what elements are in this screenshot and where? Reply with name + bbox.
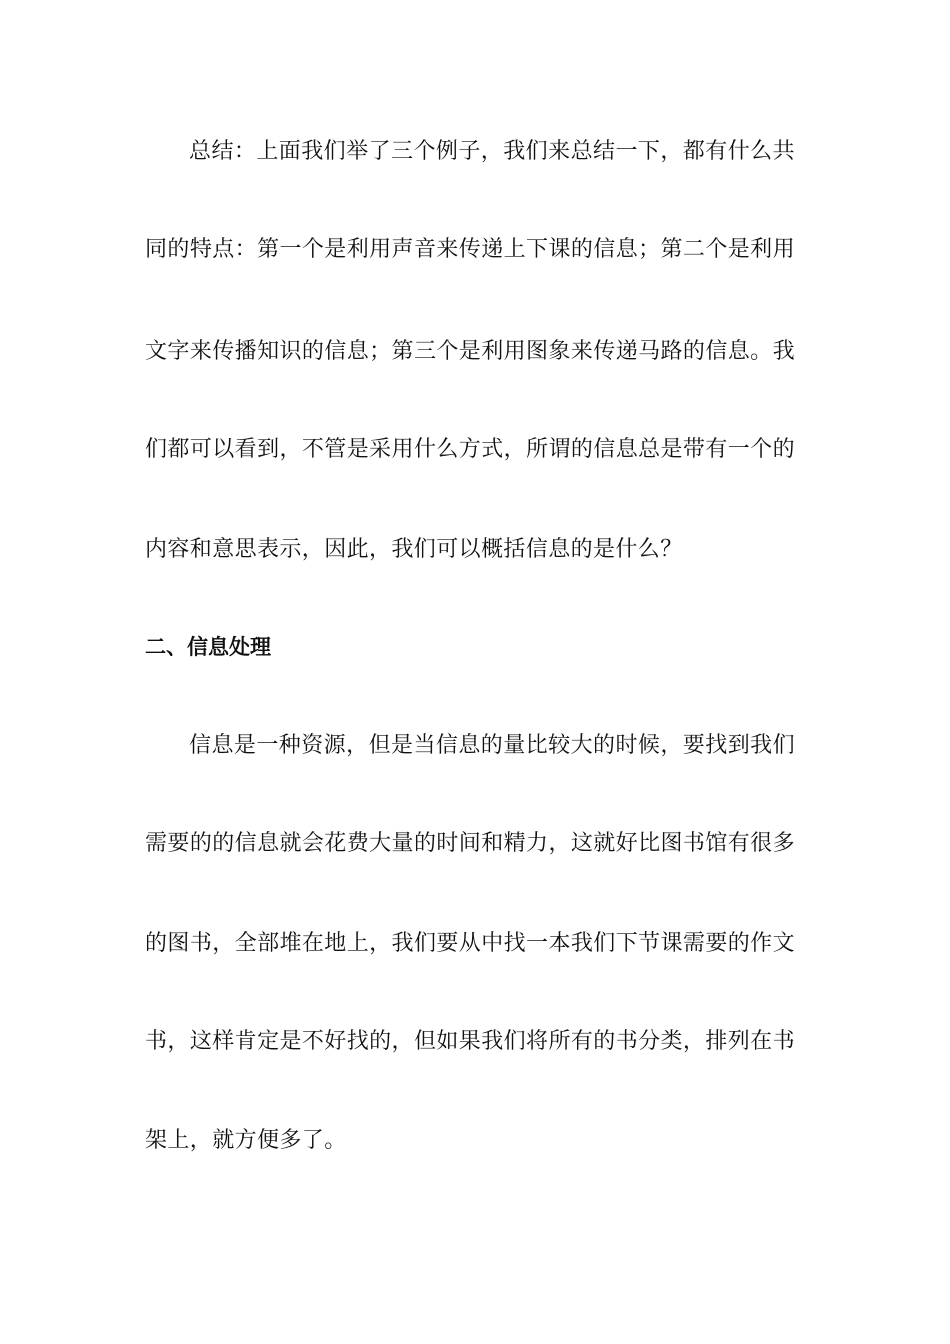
paragraph-line: 的图书，全部堆在地上，我们要从中找一本我们下节课需要的作文 bbox=[145, 931, 795, 956]
paragraph-line: 架上，就方便多了。 bbox=[145, 1128, 347, 1153]
paragraph-line: 文字来传播知识的信息；第三个是利用图象来传递马路的信息。我 bbox=[145, 339, 795, 364]
paragraph-line: 们都可以看到，不管是采用什么方式，所谓的信息总是带有一个的 bbox=[145, 437, 795, 462]
paragraph-line: 总结：上面我们举了三个例子，我们来总结一下，都有什么共 bbox=[189, 139, 795, 164]
paragraph-line: 书，这样肯定是不好找的，但如果我们将所有的书分类，排列在书 bbox=[145, 1029, 795, 1054]
paragraph-line: 内容和意思表示，因此，我们可以概括信息的是什么？ bbox=[145, 537, 683, 562]
section-heading: 二、信息处理 bbox=[145, 635, 271, 659]
paragraph-line: 需要的的信息就会花费大量的时间和精力，这就好比图书馆有很多 bbox=[145, 831, 795, 856]
paragraph-line: 信息是一种资源，但是当信息的量比较大的时候，要找到我们 bbox=[189, 733, 795, 758]
paragraph-line: 同的特点：第一个是利用声音来传递上下课的信息；第二个是利用 bbox=[145, 237, 795, 262]
